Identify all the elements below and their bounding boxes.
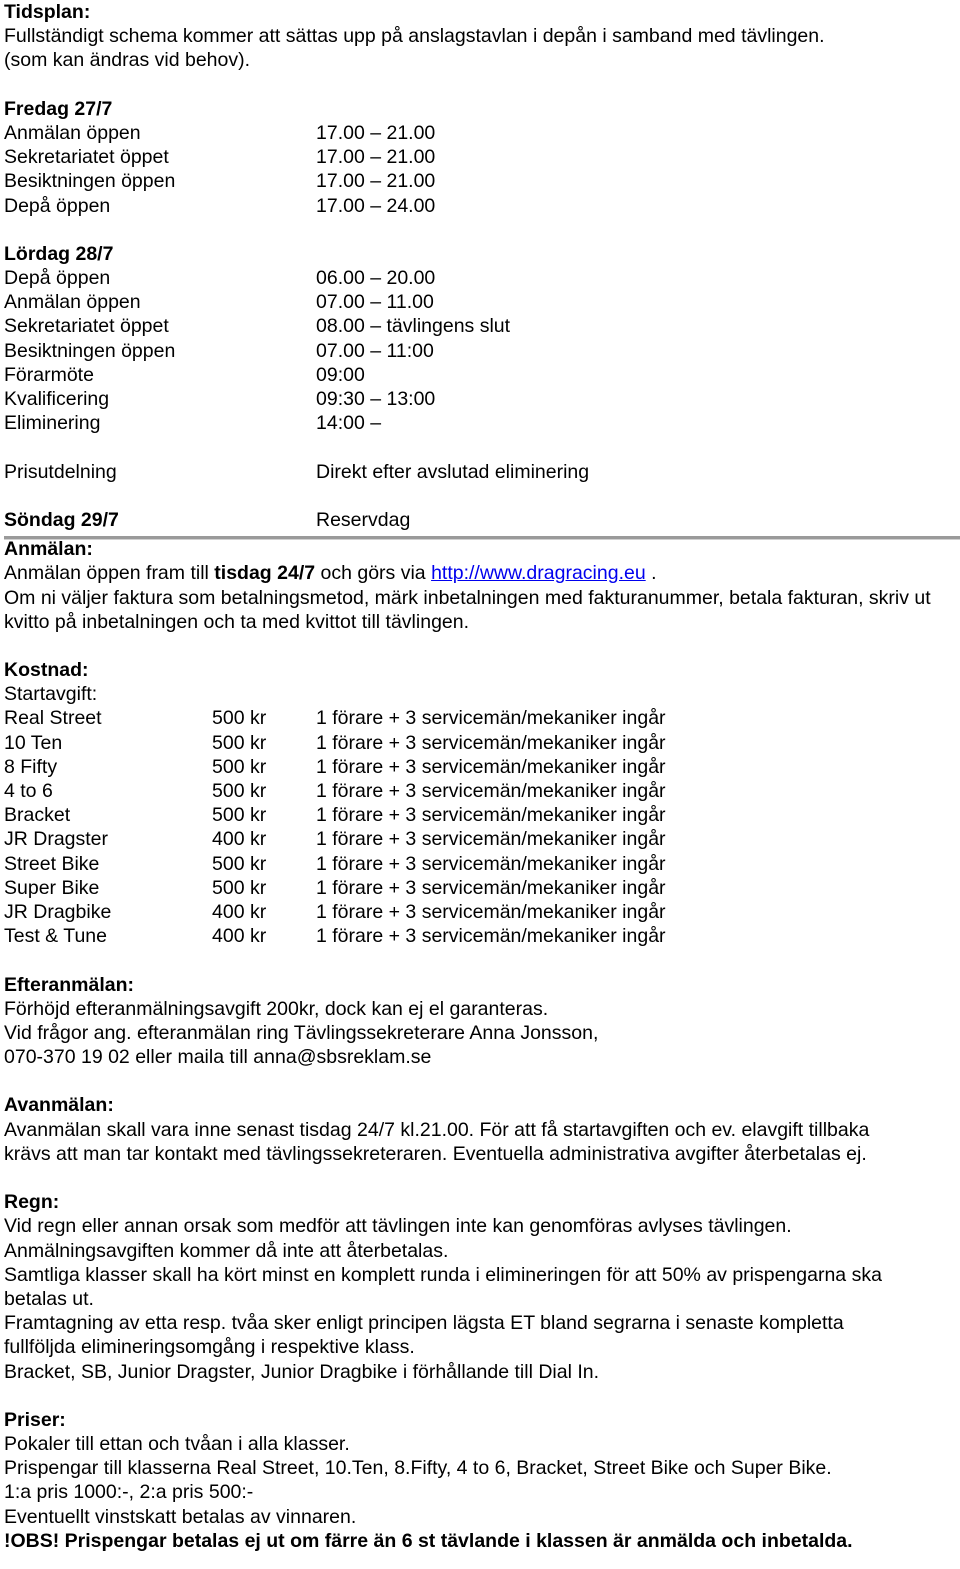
fee-amount: 400 kr [212, 900, 267, 923]
fee-class: 8 Fifty [4, 755, 58, 778]
day-title-sunday: Söndag 29/7 [4, 508, 119, 531]
fee-row [4, 876, 956, 900]
schedule-label: Eliminering [4, 412, 101, 435]
fee-table [4, 706, 956, 948]
fee-row [4, 731, 956, 755]
schedule-row [4, 411, 956, 435]
obs-notice: !OBS! Prispengar betalas ej ut om färre än 6 st tävlande i klassen är anmälda och inbetalda. [4, 1529, 853, 1552]
regn-line: Samtliga klasser skall ha kört minst en komplett runda i elimineringen för att 50% av prispengarna ska [4, 1263, 882, 1286]
dragracing-link[interactable]: http://www.dragracing.eu [431, 562, 646, 585]
efteranmalan-line: Förhöjd efteranmälningsavgift 200kr, dock kan ej el garanteras. [4, 997, 549, 1020]
fee-amount: 500 kr [212, 731, 267, 754]
regn-line: Anmälningsavgiften kommer då inte att återbetalas. [4, 1239, 449, 1262]
anmalan-invoice-paragraph: Om ni väljer faktura som betalningsmetod, märk inbetalningen med fakturanummer, betala fakturan, skriv ut kvitto på inbetalningen och ta med kvittot till tävlingen. [4, 586, 931, 633]
priser-line: Eventuellt vinstskatt betalas av vinnaren. [4, 1505, 357, 1528]
fee-amount: 500 kr [212, 707, 267, 730]
schedule-label: Kvalificering [4, 388, 110, 410]
schedule-row [4, 314, 956, 338]
schedule-row [4, 339, 956, 363]
regn-heading: Regn: [4, 1191, 60, 1214]
anmalan-deadline: tisdag 24/7 [214, 562, 316, 585]
schedule-label: Sekretariatet öppet [4, 146, 169, 169]
schedule-time: 08.00 – tävlingens slut [316, 315, 511, 338]
anmalan-line [4, 561, 956, 585]
fee-row [4, 803, 956, 827]
fee-note: 1 förare + 3 servicemän/mekaniker ingår [316, 828, 666, 851]
startavgift-label: Startavgift: [4, 683, 98, 706]
anmalan-text: . [645, 562, 657, 585]
fee-row [4, 924, 956, 948]
fee-row [4, 900, 956, 924]
schedule-time: 07.00 – 11.00 [316, 291, 434, 314]
schedule-label: Depå öppen [4, 194, 111, 217]
schedule-label: Depå öppen [4, 267, 111, 290]
schedule-row [4, 363, 956, 387]
sunday-row [4, 508, 956, 532]
tidsplan-intro: Fullständigt schema kommer att sättas upp på anslagstavlan i depån i samband med tävlingen. [4, 25, 825, 48]
avanmalan-line: Avanmälan skall vara inne senast tisdag 24/7 kl.21.00. För att få startavgiften och ev. elavgift tillbaka [4, 1118, 870, 1141]
avanmalan-line: krävs att man tar kontakt med tävlingssekreteraren. Eventuella administrativa avgifter återbetalas ej. [4, 1142, 867, 1165]
efteranmalan-heading: Efteranmälan: [4, 973, 135, 996]
fee-class: JR Dragbike [4, 900, 112, 923]
fee-amount: 500 kr [212, 804, 267, 827]
anmalan-text: Anmälan öppen fram till [4, 562, 215, 585]
schedule-row [4, 290, 956, 314]
regn-line: fullföljda elimineringsomgång i respektive klass. [4, 1336, 415, 1359]
fee-amount: 500 kr [212, 852, 267, 875]
fee-note: 1 förare + 3 servicemän/mekaniker ingår [316, 731, 666, 754]
schedule-time: 14:00 – [316, 412, 382, 435]
fee-note: 1 förare + 3 servicemän/mekaniker ingår [316, 707, 666, 730]
schedule-row [4, 387, 956, 411]
sunday-value: Reservdag [316, 508, 411, 531]
schedule-time: 17.00 – 21.00 [316, 146, 436, 169]
regn-line: Bracket, SB, Junior Dragster, Junior Dragbike i förhållande till Dial In. [4, 1360, 600, 1383]
regn-line: betalas ut. [4, 1287, 94, 1310]
fee-class: Real Street [4, 707, 102, 730]
fee-class: 10 Ten [4, 731, 63, 754]
kostnad-heading: Kostnad: [4, 659, 89, 682]
schedule-time: 17.00 – 24.00 [316, 194, 436, 217]
schedule-label: Besiktningen öppen [4, 339, 176, 362]
priser-line: 1:a pris 1000:-, 2:a pris 500:- [4, 1481, 254, 1504]
fee-amount: 400 kr [212, 925, 267, 948]
tidsplan-heading: Tidsplan: [4, 1, 91, 23]
fee-class: Super Bike [4, 876, 100, 899]
schedule-time: 09:30 – 13:00 [316, 388, 436, 410]
fee-amount: 400 kr [212, 828, 267, 851]
day-title-friday: Fredag 27/7 [4, 97, 113, 120]
tidsplan-intro-note: (som kan ändras vid behov). [4, 49, 251, 72]
priser-heading: Priser: [4, 1408, 66, 1431]
fee-note: 1 förare + 3 servicemän/mekaniker ingår [316, 804, 666, 827]
efteranmalan-line: 070-370 19 02 eller maila till anna@sbsreklam.se [4, 1046, 432, 1069]
efteranmalan-line: Vid frågor ang. efteranmälan ring Tävlingssekreterare Anna Jonsson, [4, 1021, 599, 1044]
fee-row [4, 755, 956, 779]
fee-note: 1 förare + 3 servicemän/mekaniker ingår [316, 755, 666, 778]
day-title-saturday: Lördag 28/7 [4, 242, 114, 265]
schedule-label: Besiktningen öppen [4, 170, 176, 193]
schedule-time: 09:00 [316, 363, 365, 386]
fee-amount: 500 kr [212, 755, 267, 778]
prize-ceremony-value: Direkt efter avslutad eliminering [316, 460, 590, 483]
prize-ceremony-row [4, 460, 956, 484]
fee-amount: 500 kr [212, 876, 267, 899]
fee-class: 4 to 6 [4, 780, 53, 803]
anmalan-heading: Anmälan: [4, 538, 93, 561]
fee-class: JR Dragster [4, 828, 109, 851]
fee-row [4, 779, 956, 803]
schedule-row [4, 266, 956, 290]
schedule-row [4, 169, 956, 193]
schedule-label: Anmälan öppen [4, 291, 141, 314]
priser-line: Prispengar till klasserna Real Street, 10.Ten, 8.Fifty, 4 to 6, Bracket, Street Bike och Super Bike. [4, 1457, 832, 1480]
fee-note: 1 förare + 3 servicemän/mekaniker ingår [316, 925, 666, 948]
fee-note: 1 förare + 3 servicemän/mekaniker ingår [316, 780, 666, 803]
regn-line: Vid regn eller annan orsak som medför att tävlingen inte kan genomföras avlyses tävlingen. [4, 1215, 792, 1238]
prize-ceremony-label: Prisutdelning [4, 460, 117, 483]
fee-amount: 500 kr [212, 780, 267, 803]
schedule-time: 17.00 – 21.00 [316, 170, 436, 193]
schedule-time: 06.00 – 20.00 [316, 267, 436, 290]
fee-row [4, 706, 956, 730]
fee-class: Street Bike [4, 852, 100, 875]
fee-note: 1 förare + 3 servicemän/mekaniker ingår [316, 900, 666, 923]
avanmalan-heading: Avanmälan: [4, 1094, 114, 1117]
fee-class: Test & Tune [4, 925, 107, 948]
fee-row [4, 827, 956, 851]
fee-row [4, 852, 956, 876]
schedule-time: 07.00 – 11:00 [316, 339, 434, 362]
anmalan-text: och görs via [315, 562, 432, 585]
regn-line: Framtagning av etta resp. tvåa sker enligt principen lägsta ET bland segrarna i senaste kompletta [4, 1312, 844, 1335]
fee-note: 1 förare + 3 servicemän/mekaniker ingår [316, 876, 666, 899]
schedule-time: 17.00 – 21.00 [316, 121, 436, 144]
schedule-label: Förarmöte [4, 363, 94, 386]
schedule-label: Anmälan öppen [4, 121, 141, 144]
schedule-row [4, 194, 956, 218]
priser-line: Pokaler till ettan och tvåan i alla klasser. [4, 1433, 350, 1456]
schedule-row [4, 145, 956, 169]
schedule-row [4, 121, 956, 145]
schedule-label: Sekretariatet öppet [4, 315, 169, 338]
fee-note: 1 förare + 3 servicemän/mekaniker ingår [316, 852, 666, 875]
fee-class: Bracket [4, 804, 71, 827]
